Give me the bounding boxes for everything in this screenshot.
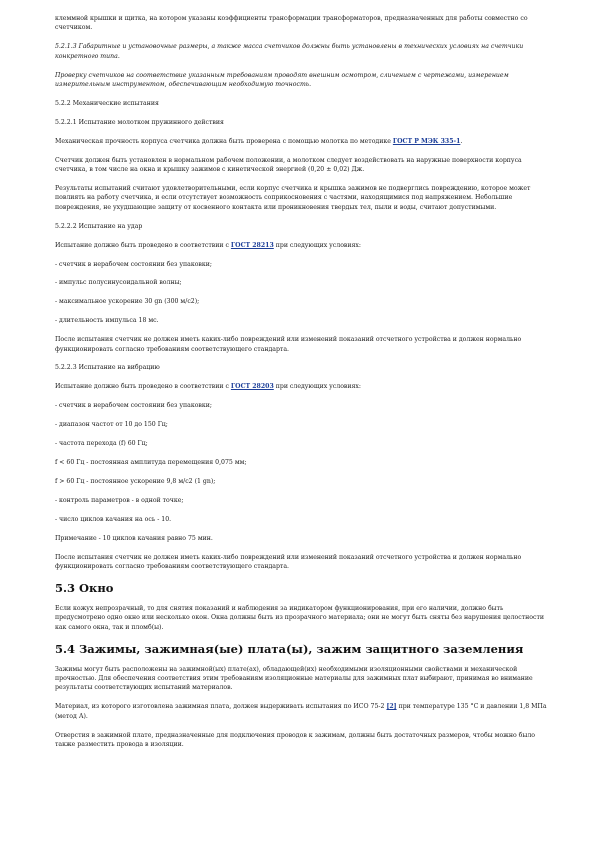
subsection-heading: 5.2.2.3 Испытание на вибрацию xyxy=(55,364,160,372)
paragraph xyxy=(55,137,550,146)
text: при следующих условиях: xyxy=(273,383,361,391)
list-item: - число циклов качания на ось - 10. xyxy=(55,515,172,523)
paragraph: Результаты испытаний считают удовлетворительными, если корпус счетчика и крышка зажимов не подверглись повреждению, которое может повлиять на работу счетчика, и если отсутствует возможность соприкосновения с частями, находящимися под напряжением. Небольшие повреждения, не ухудшающие защиту от косвенного контакта или проникновения твердых тел, пыли и воды, считают допустимыми. xyxy=(55,184,531,211)
list-item: f > 60 Гц - постоянное ускорение 9,8 м/с2 (1 gn); xyxy=(55,477,216,485)
standard-link[interactable]: ГОСТ 28203 xyxy=(230,383,274,391)
paragraph: Счетчик должен быть установлен в нормальном рабочем положении, а молотком следует воздействовать на наружные поверхности корпуса счетчика, в том числе на окна и крышку зажимов с кинетической энергией (0,20 ± 0,02) Дж. xyxy=(55,156,522,174)
paragraph: Отверстия в зажимной плате, предназначенные для подключения проводов к зажимам, должны быть достаточных размеров, чтобы можно было также разместить провода в изоляции. xyxy=(55,731,535,748)
list-item: - импульс полусинусоидальной волны; xyxy=(55,279,182,287)
paragraph: После испытания счетчик не должен иметь каких-либо повреждений или изменений показаний отсчетного устройства и должен нормально функционировать согласно требованиям соответствующего стандарта. xyxy=(55,553,522,570)
text: Механическая прочность корпуса счетчика должна быть проверена с помощью молотка по методике xyxy=(55,137,393,145)
list-item: - длительность импульса 18 мс. xyxy=(55,317,159,325)
subsection-heading: 5.2.2 Механические испытания xyxy=(55,99,159,107)
paragraph xyxy=(55,382,550,391)
list-item: - контроль параметров - в одной точке; xyxy=(55,496,184,504)
list-item: - счетчик в нерабочем состоянии без упаковки; xyxy=(55,260,212,268)
paragraph: 5.2.1.3 Габаритные и установочные размеры, а также масса счетчиков должны быть установлены в технических условиях на счетчики конкретного типа. xyxy=(55,43,524,60)
paragraph: клеммной крышки и щитка, на котором указаны коэффициенты трансформации трансформаторов, предназначенных для работы совместно со счетчиком. xyxy=(55,15,528,32)
list-item: - диапазон частот от 10 до 150 Гц; xyxy=(55,421,168,429)
section-heading: 5.4 Зажимы, зажимная(ые) плата(ы), зажим защитного заземления xyxy=(55,641,524,656)
list-item: f < 60 Гц - постоянная амплитуда перемещения 0,075 мм; xyxy=(55,458,247,466)
section-heading: 5.3 Окно xyxy=(55,580,114,595)
text: при температуре 135 °С и давлении 1,8 МПа (метод А). xyxy=(55,703,547,720)
subsection-heading: 5.2.2.2 Испытание на удар xyxy=(55,222,143,230)
text: Материал, из которого изготовлена зажимная плата, должен выдерживать испытания по ИСО 75-2 xyxy=(55,703,387,711)
text: Испытание должно быть проведено в соответствии с xyxy=(55,383,231,391)
paragraph xyxy=(55,702,550,721)
paragraph: Если кожух непрозрачный, то для снятия показаний и наблюдения за индикатором функционирования, при его наличии, должно быть предусмотрено одно окно или несколько окон. Окна должны быть из прозрачного материала; они не могут быть сняты без нарушения целостности как самого окна, так и пломб(ы). xyxy=(55,604,544,631)
paragraph: После испытания счетчик не должен иметь каких-либо повреждений или изменений показаний отсчетного устройства и должен нормально функционировать согласно требованиям соответствующего стандарта. xyxy=(55,336,522,353)
paragraph: Проверку счетчиков на соответствие указанным требованиям проводят внешним осмотром, сличением с чертежами, измерением измерительным инструментом, обеспечивающим необходимую точность. xyxy=(55,71,509,89)
paragraph xyxy=(55,241,550,250)
text: при следующих условиях: xyxy=(273,241,361,249)
standard-link[interactable]: ГОСТ Р МЭК 335-1 xyxy=(392,137,461,145)
subsection-heading: 5.2.2.1 Испытание молотком пружинного действия xyxy=(55,118,224,126)
note: Примечание - 10 циклов качания равно 75 мин. xyxy=(55,534,213,542)
list-item: - максимальное ускорение 30 gn (300 м/с2); xyxy=(55,298,200,306)
text: . xyxy=(460,137,463,145)
standard-link[interactable]: ГОСТ 28213 xyxy=(230,241,274,249)
reference-link[interactable]: [2] xyxy=(386,703,397,711)
text: Испытание должно быть проведено в соответствии с xyxy=(55,241,231,249)
list-item: - счетчик в нерабочем состоянии без упаковки; xyxy=(55,402,212,410)
list-item: - частота перехода (f) 60 Гц; xyxy=(55,440,148,448)
paragraph: Зажимы могут быть расположены на зажимной(ых) плате(ах), обладающей(их) необходимыми изоляционными свойствами и механической прочностью. Для обеспечения соответствия этим требованиям изоляционные материалы для зажимных плат выбирают, принимая во внимание результаты соответствующих испытаний материалов. xyxy=(55,665,533,692)
